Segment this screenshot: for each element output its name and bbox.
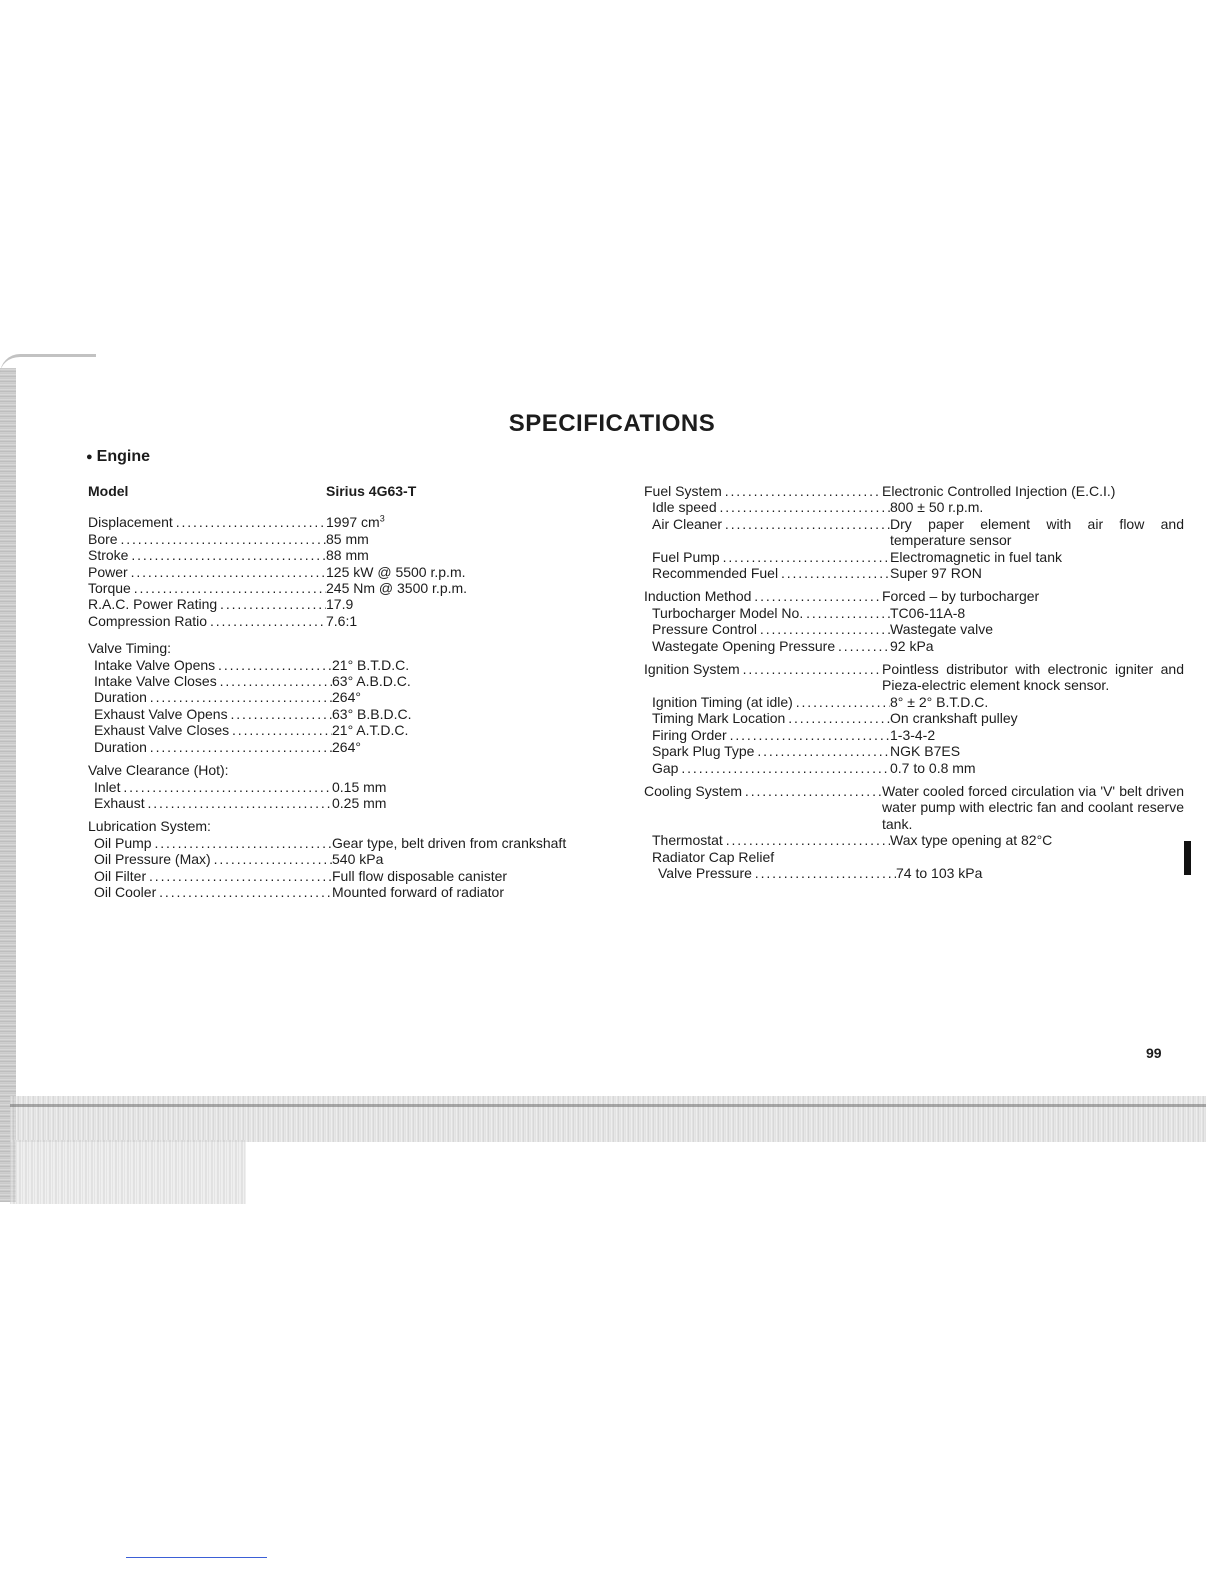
spec-row-oil-filter	[88, 868, 616, 884]
spec-value: Gear type, belt driven from crankshaft	[332, 834, 567, 851]
spec-row-timing-mark	[644, 710, 1184, 726]
spec-label: Duration . . .	[88, 739, 332, 755]
spec-row-bore	[88, 531, 616, 547]
spec-label: Radiator Cap Relief	[652, 848, 775, 865]
spec-value: 0.25 mm	[332, 794, 387, 811]
subheading: Lubrication System:	[88, 818, 211, 835]
spec-label: Bore . . .	[88, 531, 326, 547]
spec-row-ignition-system	[644, 661, 1184, 694]
model-row	[88, 483, 616, 499]
spec-label: R.A.C. Power Rating . . .	[88, 596, 326, 612]
displacement-unit-exponent: 3	[379, 513, 385, 524]
spec-value: Pointless distributor with electronic igniter and Pieza-electric element knock sensor.	[882, 661, 1184, 694]
spec-row-displacement	[88, 514, 616, 530]
spec-value: Mounted forward of radiator	[332, 883, 504, 900]
scan-bottom-left-shadow	[10, 1140, 246, 1204]
spec-label: Recommended Fuel . . .	[644, 565, 890, 581]
model-value: Sirius 4G63-T	[326, 483, 417, 499]
spec-row-intake-duration	[88, 689, 616, 705]
valve-clearance-heading	[88, 762, 616, 778]
spec-value: Super 97 RON	[890, 565, 982, 582]
spec-value: 7.6:1	[326, 612, 358, 629]
footnote-rule	[126, 1557, 267, 1558]
spec-label: Cooling System . . .	[644, 783, 882, 799]
spec-value	[326, 514, 616, 530]
engine-spec-column	[88, 483, 616, 900]
spec-row-power	[88, 564, 616, 580]
spec-label: Exhaust Valve Opens . . .	[88, 706, 332, 722]
spec-label: Displacement . . .	[88, 514, 326, 530]
spec-value: Electromagnetic in fuel tank	[890, 548, 1062, 565]
spec-label: Induction Method . . .	[644, 588, 882, 604]
spec-row-cooling-system	[644, 783, 1184, 832]
spec-label: Oil Filter . . .	[88, 868, 332, 884]
spec-value: 88 mm	[326, 547, 369, 564]
spec-row-idle-speed	[644, 499, 1184, 515]
spec-value: 245 Nm @ 3500 r.p.m.	[326, 580, 468, 597]
spec-value: 85 mm	[326, 530, 369, 547]
spec-label: Wastegate Opening Pressure . . .	[644, 638, 890, 654]
spec-value: 21° B.T.D.C.	[332, 656, 410, 673]
spec-value: 125 kW @ 5500 r.p.m.	[326, 563, 466, 580]
spec-row-compression	[88, 613, 616, 629]
spec-label: Thermostat . . .	[644, 832, 890, 848]
spec-row-ignition-timing	[644, 694, 1184, 710]
subheading: Valve Clearance (Hot):	[88, 762, 229, 779]
spec-row-oil-pressure	[88, 851, 616, 867]
scan-bottom-edge	[10, 1096, 1206, 1142]
spec-row-exhaust-opens	[88, 706, 616, 722]
spec-row-recommended-fuel	[644, 565, 1184, 581]
spec-row-gap	[644, 760, 1184, 776]
scan-bottom-line	[10, 1104, 1206, 1107]
spec-row-valve-pressure	[644, 865, 1184, 881]
spec-value: 21° A.T.D.C.	[332, 722, 409, 739]
spec-value: 0.7 to 0.8 mm	[890, 759, 976, 776]
spec-value: 1-3-4-2	[890, 726, 936, 743]
spec-label: Idle speed . . .	[644, 499, 890, 515]
spec-value: Wax type opening at 82°C	[890, 832, 1053, 849]
spec-row-fuel-pump	[644, 549, 1184, 565]
subheading: Valve Timing:	[88, 640, 171, 657]
spec-value: Electronic Controlled Injection (E.C.I.)	[882, 483, 1116, 499]
section-heading	[86, 448, 150, 466]
spec-row-firing-order	[644, 727, 1184, 743]
spec-value: Dry paper element with air flow and temperature sensor	[890, 515, 1184, 549]
valve-timing-heading	[88, 640, 616, 656]
page-title: SPECIFICATIONS	[508, 410, 716, 437]
spec-value: 264°	[332, 738, 361, 755]
spec-row-exhaust-clearance	[88, 795, 616, 811]
page-number: 99	[1146, 1045, 1162, 1061]
spec-label: Intake Valve Opens . . .	[88, 657, 332, 673]
spec-row-turbo-model	[644, 605, 1184, 621]
spec-row-oil-pump	[88, 835, 616, 851]
spec-row-rac-power	[88, 596, 616, 612]
spec-label: Gap . . .	[644, 760, 890, 776]
spec-value: 0.15 mm	[332, 778, 387, 795]
spec-value: 63° A.B.D.C.	[332, 673, 411, 690]
spec-label: Duration . . .	[88, 689, 332, 705]
spec-value: 63° B.B.D.C.	[332, 705, 412, 722]
spec-label: Exhaust . . .	[88, 795, 332, 811]
spec-row-fuel-system	[644, 483, 1184, 499]
spec-value: 92 kPa	[890, 637, 934, 654]
spec-value: Full flow disposable canister	[332, 867, 508, 884]
spec-label: Oil Cooler . . .	[88, 884, 332, 900]
spec-value: 800 ± 50 r.p.m.	[890, 499, 984, 516]
spec-row-air-cleaner	[644, 516, 1184, 549]
lubrication-heading	[88, 818, 616, 834]
spec-value: Water cooled forced circulation via 'V' belt driven water pump with electric fan and coolant reserve tank.	[882, 782, 1184, 832]
spec-row-torque	[88, 580, 616, 596]
spec-label: Power . . .	[88, 564, 326, 580]
section-thumb-tab	[1184, 841, 1191, 875]
spec-value: 74 to 103 kPa	[896, 864, 983, 881]
spec-label: Air Cleaner . . .	[644, 516, 890, 532]
spec-label: Intake Valve Closes . . .	[88, 673, 332, 689]
spec-label: Fuel Pump . . .	[644, 549, 890, 565]
spec-row-pressure-control	[644, 621, 1184, 637]
spec-label: Valve Pressure . . .	[644, 865, 896, 881]
spec-row-exhaust-closes	[88, 722, 616, 738]
spec-row-oil-cooler	[88, 884, 616, 900]
spec-label: Compression Ratio . . .	[88, 613, 326, 629]
spec-label: Turbocharger Model No. . . .	[644, 605, 890, 621]
spec-value: On crankshaft pulley	[890, 710, 1018, 727]
spec-label: Spark Plug Type . . .	[644, 743, 890, 759]
spec-row-thermostat	[644, 832, 1184, 848]
spec-label: Oil Pressure (Max) . . .	[88, 851, 332, 867]
spec-row-inlet-clearance	[88, 779, 616, 795]
spec-value: 8° ± 2° B.T.D.C.	[890, 693, 989, 710]
spec-row-intake-opens	[88, 657, 616, 673]
scan-left-edge	[0, 368, 16, 1202]
spec-row-radiator-cap	[644, 849, 1184, 865]
spec-value: Wastegate valve	[890, 621, 993, 638]
spec-value: 264°	[332, 689, 361, 706]
spec-value: NGK B7ES	[890, 743, 961, 760]
spec-row-exhaust-duration	[88, 739, 616, 755]
spec-label: Timing Mark Location . . .	[644, 710, 890, 726]
spec-label: Torque . . .	[88, 580, 326, 596]
spec-row-spark-plug	[644, 743, 1184, 759]
systems-spec-column	[644, 483, 1184, 881]
displacement-value: 1997 cm	[326, 514, 380, 531]
spec-value: Forced – by turbocharger	[882, 588, 1040, 605]
spec-label: Ignition Timing (at idle) . . .	[644, 694, 890, 710]
spec-row-intake-closes	[88, 673, 616, 689]
spec-value: TC06-11A-8	[890, 604, 966, 621]
spec-label: Exhaust Valve Closes . . .	[88, 722, 332, 738]
model-label: Model	[88, 483, 129, 499]
spec-label: Ignition System . . .	[644, 661, 882, 677]
section-heading-label: Engine	[96, 448, 150, 465]
spec-value: 540 kPa	[332, 851, 384, 868]
spec-label: Pressure Control . . .	[644, 621, 890, 637]
spec-value: 17.9	[326, 596, 354, 613]
spec-label: Fuel System . . .	[644, 483, 882, 499]
spec-label: Oil Pump . . .	[88, 835, 332, 851]
spec-row-stroke	[88, 547, 616, 563]
spec-label: Stroke . . .	[88, 547, 326, 563]
spec-label: Firing Order . . .	[644, 727, 890, 743]
spec-row-wastegate	[644, 638, 1184, 654]
bullet-icon: ●	[86, 451, 93, 463]
spec-row-induction	[644, 588, 1184, 604]
spec-label: Inlet . . .	[88, 779, 332, 795]
